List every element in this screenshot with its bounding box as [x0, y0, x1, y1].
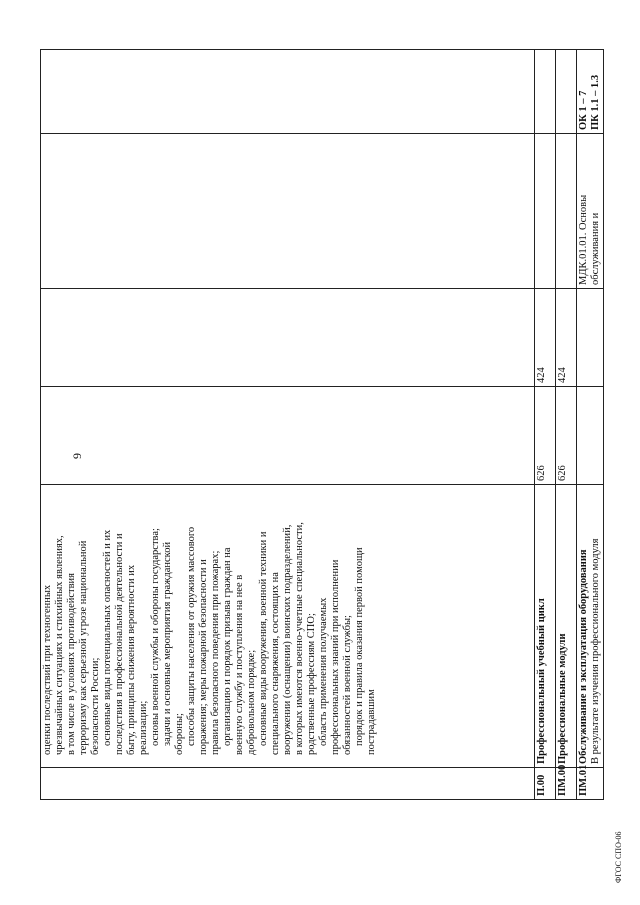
mdk-cell	[577, 134, 604, 289]
content-line: добровольном порядке;	[246, 649, 257, 755]
required-load-cell	[41, 289, 535, 387]
name-cell: Профессиональный учебный цикл	[535, 485, 556, 768]
mdk-cell	[556, 134, 577, 289]
code-cell	[41, 768, 535, 800]
name-cell: Профессиональные модули	[556, 485, 577, 768]
content-line: задачи и основные мероприятия гражданской	[162, 541, 173, 746]
content-line: основные виды потенциальных опасностей и их	[102, 529, 113, 746]
competencies-cell	[535, 50, 556, 134]
standard-table	[40, 49, 604, 800]
required-load-cell: 424	[535, 289, 556, 387]
table-row	[556, 50, 577, 800]
mdk-line: обслуживания и	[590, 212, 601, 285]
content-cell	[41, 485, 535, 768]
content-line: основы военной службы и обороны государства;	[150, 528, 161, 746]
content-line: вооружении (оснащении) воинских подразделений,	[282, 524, 293, 755]
table-row	[535, 50, 556, 800]
content-line: способы защиты населения от оружия массового	[186, 526, 197, 746]
competency-line: ПК 1.1 – 1.3	[590, 74, 601, 130]
content-line: профессиональных знаний при исполнении	[330, 559, 341, 755]
content-line: правила безопасного поведения при пожарах;	[210, 550, 221, 755]
required-load-cell: 424	[556, 289, 577, 387]
module-title: Обслуживание и эксплуатация оборудования	[578, 549, 589, 764]
content-line: быту, принципы снижения вероятности их	[126, 564, 137, 755]
name-cell	[577, 485, 604, 768]
code-cell: П.00	[535, 768, 556, 800]
content-line: последствия в профессиональной деятельности и	[114, 533, 125, 755]
content-line: чрезвычайных ситуациях и стихийных явлениях,	[54, 535, 65, 755]
content-line: обязанностей военной службы;	[342, 615, 353, 755]
max-load-cell	[577, 387, 604, 485]
content-line: поражения; меры пожарной безопасности и	[198, 559, 209, 755]
content-line: военную службу и поступления на нее в	[234, 574, 245, 755]
content-line: пострадавшим	[366, 689, 377, 755]
table-row	[577, 50, 604, 800]
content-line: родственные профессиям СПО;	[306, 613, 317, 755]
competencies-cell	[577, 50, 604, 134]
max-load-cell	[41, 387, 535, 485]
content-line: организацию и порядок призыва граждан на	[222, 547, 233, 746]
module-description: В результате изучения профессионального модуля	[590, 538, 601, 764]
content-line: терроризму как серьезной угрозе национальной	[78, 540, 89, 755]
code-cell: ПМ.00	[556, 768, 577, 800]
footer-label: ФГОС СПО-06	[614, 831, 623, 883]
competency-line: ОК 1 – 7	[578, 90, 589, 130]
required-load-cell	[577, 289, 604, 387]
max-load-cell: 626	[556, 387, 577, 485]
mdk-cell	[535, 134, 556, 289]
content-line: обороны;	[174, 713, 185, 755]
content-line: специального снаряжения, состоящих на	[270, 572, 281, 755]
content-line: основные виды вооружения, военной техники и	[258, 531, 269, 746]
mdk-line: МДК.01.01. Основы	[578, 194, 589, 285]
content-line: в которых имеются военно-учетные специальности,	[294, 522, 305, 755]
mdk-cell	[41, 134, 535, 289]
content-line: реализации;	[138, 700, 149, 755]
competencies-cell	[41, 50, 535, 134]
content-line: порядок и правила оказания первой помощи	[354, 547, 365, 746]
max-load-cell: 626	[535, 387, 556, 485]
table-row	[41, 50, 535, 800]
content-line: в том числе в условиях противодействия	[66, 572, 77, 755]
content-line: область применения получаемых	[318, 597, 329, 746]
content-line: оценки последствий при техногенных	[42, 584, 53, 755]
code-cell: ПМ.01	[577, 768, 604, 800]
page-number: 9	[70, 453, 84, 459]
competencies-cell	[556, 50, 577, 134]
content-line: безопасности России;	[90, 657, 101, 755]
